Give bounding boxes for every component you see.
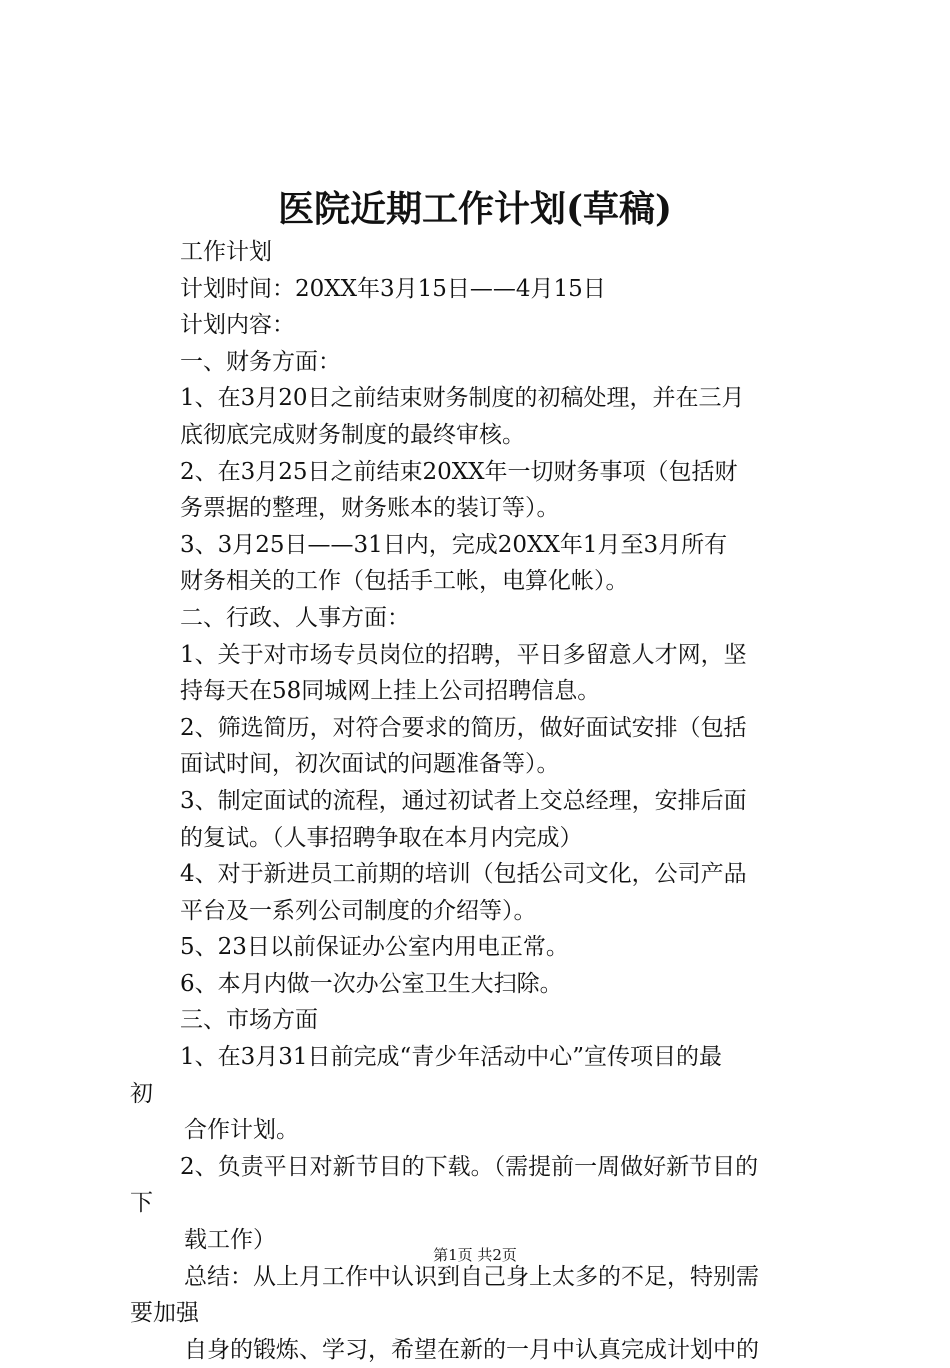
body-line: 3、制定面试的流程，通过初试者上交总经理，安排后面 [180,787,747,814]
body-line: 二、行政、人事方面： [180,604,410,631]
body-line: 初 [130,1080,153,1107]
body-line: 2、在3月25日之前结束20XX年一切财务事项（包括财 [180,458,738,485]
body-line: 合作计划。 [184,1117,299,1144]
body-line: 2、负责平日对新节目的下载。（需提前一周做好新节目的 [180,1153,759,1180]
body-line: 6、本月内做一次办公室卫生大扫除。 [180,970,563,997]
body-line: 一、财务方面： [180,348,341,375]
body-line: 务票据的整理，财务账本的装订等）。 [180,495,560,522]
body-line: 载工作） [184,1227,276,1254]
body-line: 自身的锻炼、学习，希望在新的一月中认真完成计划中的 [184,1336,759,1363]
body-line: 5、23日以前保证办公室内用电正常。 [180,934,569,961]
document-title: 医院近期工作计划(草稿) [277,188,673,230]
body-line: 总结：从上月工作中认识到自己身上太多的不足，特别需 [184,1263,759,1290]
body-line: 计划内容： [180,312,295,339]
body-line: 下 [130,1190,153,1217]
body-line: 底彻底完成财务制度的最终审核。 [180,421,525,448]
body-line: 计划时间：20XX年3月15日——4月15日 [180,275,606,302]
body-line: 的复试。（人事招聘争取在本月内完成） [180,824,583,851]
body-line: 要加强 [130,1300,199,1327]
body-line: 平台及一系列公司制度的介绍等）。 [180,897,537,924]
body-line: 2、筛选简历，对符合要求的简历，做好面试安排（包括 [180,714,747,741]
body-line: 3、3月25日——31日内，完成20XX年1月至3月所有 [180,531,728,558]
body-line: 1、在3月20日之前结束财务制度的初稿处理，并在三月 [180,385,745,412]
document-body [130,234,830,1368]
body-line: 财务相关的工作（包括手工帐，电算化帐）。 [180,568,629,595]
body-line: 1、在3月31日前完成“青少年活动中心”宣传项目的最 [180,1044,723,1071]
body-line: 三、市场方面 [180,1007,318,1034]
body-line: 工作计划 [180,239,272,265]
body-line: 1、关于对市场专员岗位的招聘，平日多留意人才网，坚 [180,641,747,668]
body-line: 面试时间，初次面试的问题准备等）。 [180,751,560,778]
body-line: 4、对于新进员工前期的培训（包括公司文化，公司产品 [180,861,747,888]
page-footer: 第1页 共2页 [433,1246,517,1264]
body-line: 持每天在58同城网上挂上公司招聘信息。 [180,678,601,705]
